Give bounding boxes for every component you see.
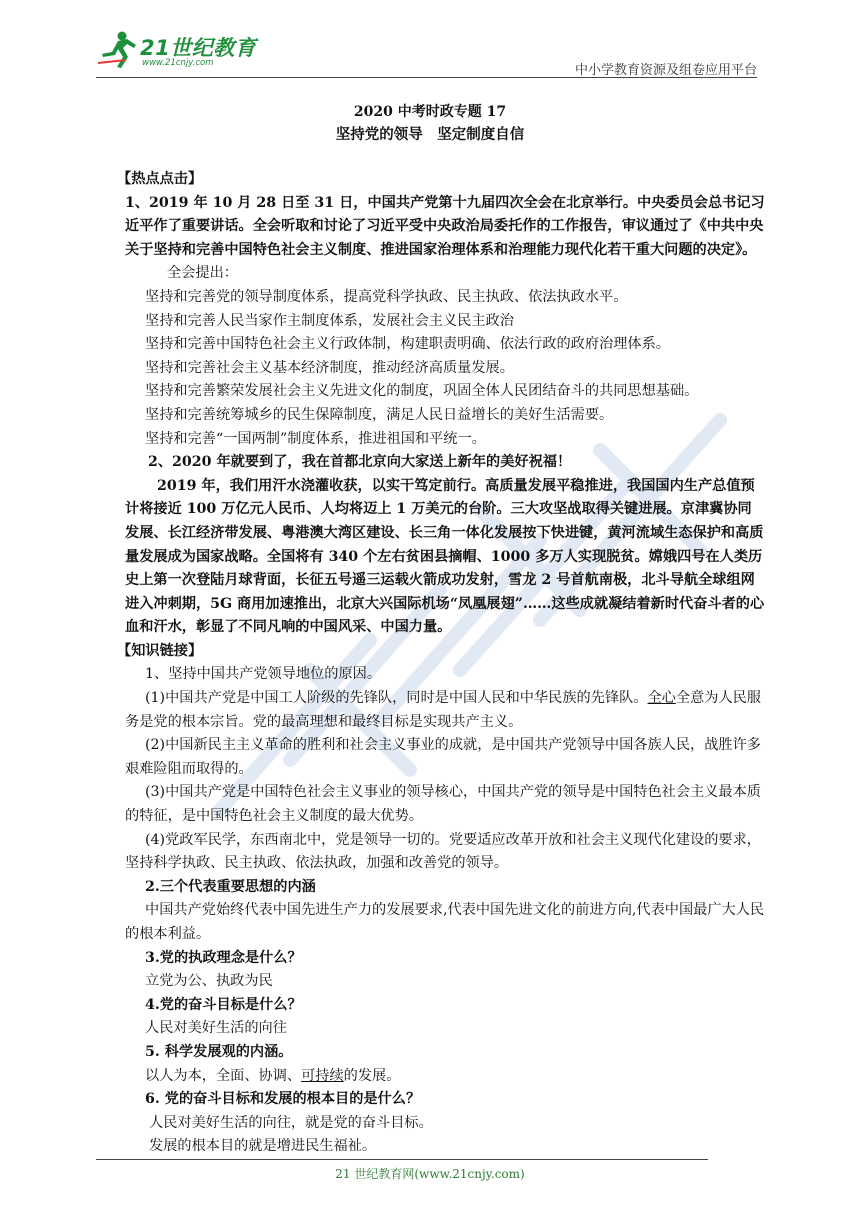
knowledge-3-body: 立党为公、执政为民: [145, 973, 273, 990]
plenary-point: 坚持和完善中国特色社会主义行政体制，构建职责明确、依法行政的政府治理体系。: [145, 336, 670, 353]
plenary-point: 坚持和完善党的领导制度体系，提高党科学执政、民主执政、依法执政水平。: [145, 288, 628, 305]
platform-name: 中小学教育资源及组卷应用平台: [574, 63, 757, 78]
knowledge-6-body-1: 人民对美好生活的向往，就是党的奋斗目标。: [149, 1114, 433, 1131]
hot-item-2: 2、2020 年就要到了，我在首都北京向大家送上新年的美好祝福！: [148, 454, 572, 471]
section-heading-hot: 【热点点击】: [117, 171, 203, 187]
knowledge-1-title: 1、坚持中国共产党领导地位的原因。: [145, 666, 382, 683]
plenary-point: 坚持和完善人民当家作主制度体系，发展社会主义民主政治: [145, 312, 514, 329]
knowledge-6-body-2: 发展的根本目的就是增进民生福祉。: [149, 1138, 377, 1155]
plenary-point: 坚持和完善“一国两制”制度体系，推进祖国和平统一。: [145, 430, 486, 447]
runner-icon: [96, 30, 140, 70]
plenary-intro: 全会提出：: [167, 265, 238, 282]
hot-item-1: 1、2019 年 10 月 28 日至 31 日，中国共产党第十九届四次全会在北京举行。中央委员会总书记习近平作了重要讲话。全会听取和讨论了习近平受中央政治局委托作的工作报告，审议通过了《中共中央关于坚持和完善中国特色社会主义制度、推进国家治理体系和治理能力现代化若干重大问题的决定》。: [125, 194, 765, 258]
footer-divider: [96, 1159, 708, 1160]
knowledge-6-title: 6. 党的奋斗目标和发展的根本目的是什么？: [145, 1091, 421, 1108]
plenary-point: 坚持和完善社会主义基本经济制度，推动经济高质量发展。: [145, 359, 514, 376]
knowledge-4-body: 人民对美好生活的向往: [145, 1020, 287, 1037]
knowledge-1-point-3: (3)中国共产党是中国特色社会主义事业的领导核心，中国共产党的领导是中国特色社会主义最本质的特征，是中国特色社会主义制度的最大优势。: [125, 784, 761, 825]
logo-url: www.21cnjy.com: [142, 58, 214, 68]
knowledge-2-body: 中国共产党始终代表中国先进生产力的发展要求,代表中国先进文化的前进方向,代表中国最广大人民的根本利益。: [125, 902, 765, 942]
knowledge-1-point-2: (2)中国新民主主义革命的胜利和社会主义事业的成就，是中国共产党领导中国各族人民，战胜许多艰难险阻而取得的。: [125, 737, 761, 777]
document-subtitle: 坚持党的领导 坚定制度自信: [335, 126, 525, 143]
document-title: 2020 中考时政专题 17: [353, 104, 507, 120]
title-block: [0, 101, 860, 147]
section-heading-knowledge: 【知识链接】: [117, 642, 203, 659]
knowledge-5-title: 5. 科学发展观的内涵。: [145, 1043, 293, 1060]
document-body: [117, 168, 765, 1159]
footer-link[interactable]: 21 世纪教育网(www.21cnjy.com): [335, 1167, 525, 1181]
site-logo[interactable]: [96, 30, 256, 76]
knowledge-1-point-4: (4)党政军民学，东西南北中，党是领导一切的。党要适应改革开放和社会主义现代化建设的要求，坚持科学执政、民主执政、依法执政，加强和改善党的领导。: [125, 831, 761, 872]
knowledge-3-title: 3.党的执政理念是什么？: [145, 949, 302, 966]
plenary-point: 坚持和完善统筹城乡的民生保障制度，满足人民日益增长的美好生活需要。: [145, 406, 614, 423]
plenary-point: 坚持和完善繁荣发展社会主义先进文化的制度，巩固全体人民团结奋斗的共同思想基础。: [145, 383, 699, 400]
knowledge-4-title: 4.党的奋斗目标是什么？: [145, 996, 302, 1013]
knowledge-1-point-1: (1)中国共产党是中国工人阶级的先锋队，同时是中国人民和中华民族的先锋队。全心全意为人民服务是党的根本宗旨。党的最高理想和最终目标是实现共产主义。: [125, 690, 762, 730]
hot-item-2-body: 2019 年，我们用汗水浇灌收获，以实干笃定前行。高质量发展平稳推进，我国国内生产总值预计将接近 100 万亿元人民币、人均将迈上 1 万美元的台阶。三大攻坚战取得关键进展。京津冀协同发展、长江经济带发展、粤港澳大湾区建设、长三角一体化发展按下快进键，黄河流域生态保护和高质量发展成为国家战略。全国将有 340 个左右贫困县摘帽、1000 多万人实现脱贫。嫦娥四号在人类历史上第一次登陆月球背面，长征五号遥三运载火箭成功发射，雪龙 2 号首航南极，北斗导航全球组网进入冲刺期，5G 商用加速推出，北京大兴国际机场“凤凰展翅”……这些成就凝结着新时代奋斗者的心血和汗水，彰显了不同凡响的中国风采、中国力量。: [125, 477, 765, 636]
knowledge-2-title: 2.三个代表重要思想的内涵: [145, 878, 316, 895]
knowledge-5-body: 以人为本，全面、协调、可持续的发展。: [145, 1067, 401, 1084]
header-divider: [96, 77, 757, 78]
logo-text: 21世纪教育: [140, 36, 257, 60]
